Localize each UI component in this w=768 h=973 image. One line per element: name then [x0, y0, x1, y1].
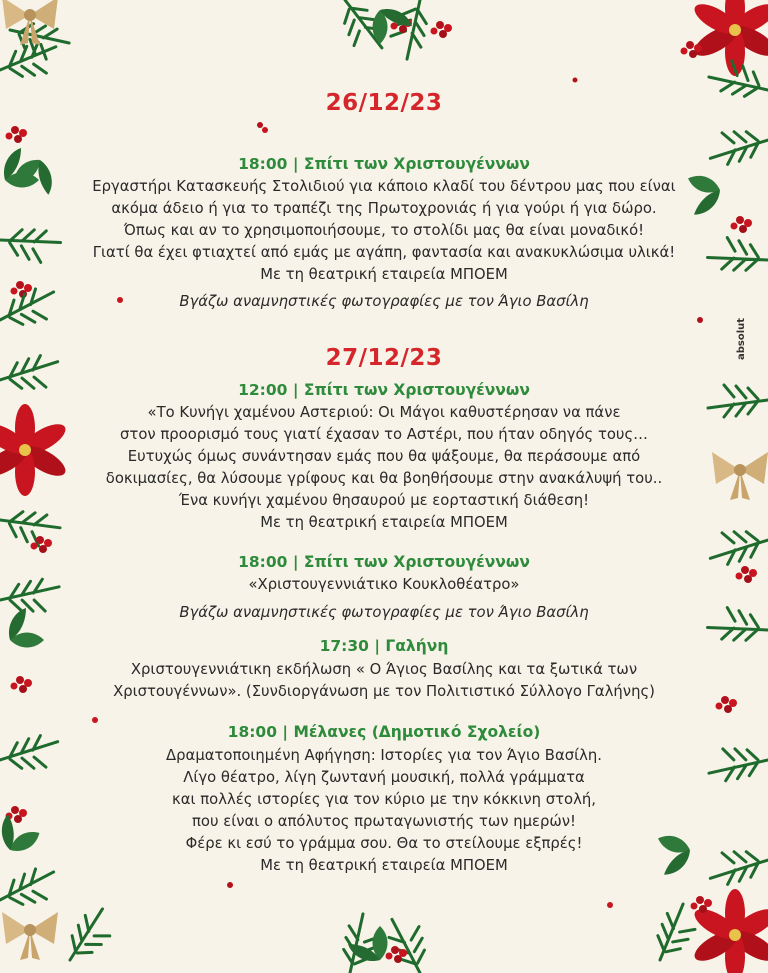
event-text-line: Ευτυχώς όμως συνάντησαν εμάς που θα ψάξουμε, θα περάσουμε από — [127, 448, 641, 465]
event-text-line: Εργαστήρι Κατασκευής Στολιδιού για κάποιο κλαδί του δέντρου μας που είναι — [92, 178, 676, 195]
event-text-line: που είναι ο απόλυτος πρωταγωνιστής των ημερών! — [192, 813, 576, 830]
event-text-line: Λίγο θέατρο, λίγη ζωντανή μουσική, πολλά γράμματα — [183, 769, 585, 786]
event-header: 18:00 | Μέλανες (Δημοτικό Σχολείο) — [227, 723, 541, 741]
event-text-line: Φέρε κι εσύ το γράμμα σου. Θα το στείλουμε εξπρές! — [185, 835, 583, 852]
event-text-line: Όπως και αν το χρησιμοποιήσουμε, το στολίδι μας θα είναι μοναδικό! — [123, 222, 645, 239]
event-header: 17:30 | Γαλήνη — [319, 637, 449, 655]
event-header: 12:00 | Σπίτι των Χριστουγέννων — [238, 381, 530, 399]
event-text-line: Χριστουγεννιάτικη εκδήλωση « Ο Άγιος Βασίλης και τα ξωτικά των — [130, 661, 638, 678]
event-text-line: Με τη θεατρική εταιρεία ΜΠΟΕΜ — [260, 514, 508, 531]
event-text-line: και πολλές ιστορίες για τον κύριο με την κόκκινη στολή, — [172, 791, 596, 808]
date-heading: 27/12/23 — [325, 345, 443, 371]
event-header: 18:00 | Σπίτι των Χριστουγέννων — [238, 155, 530, 173]
event-text-line: Γιατί θα έχει φτιαχτεί από εμάς με αγάπη, φαντασία και ανακυκλώσιμα υλικά! — [92, 244, 676, 261]
event-text-line: Δραματοποιημένη Αφήγηση: Ιστορίες για τον Άγιο Βασίλη. — [166, 747, 602, 764]
brand-watermark: absolut — [736, 317, 747, 360]
event-text-line: «Χριστουγεννιάτικο Κουκλοθέατρο» — [248, 576, 520, 593]
event-text-line: Με τη θεατρική εταιρεία ΜΠΟΕΜ — [260, 266, 508, 283]
event-text-line: στον προορισμό τους γιατί έχασαν το Αστέρι, που ήταν οδηγός τους… — [120, 426, 648, 443]
event-text-line: Με τη θεατρική εταιρεία ΜΠΟΕΜ — [260, 857, 508, 874]
event-note: Βγάζω αναμνηστικές φωτογραφίες με τον Άγιο Βασίλη — [179, 293, 589, 310]
event-text-line: Χριστουγέννων». (Συνδιοργάνωση με τον Πολιτιστικό Σύλλογο Γαλήνης) — [113, 683, 655, 700]
event-text-line: «Το Κυνήγι χαμένου Αστεριού: Οι Μάγοι καθυστέρησαν να πάνε — [147, 404, 621, 421]
event-note: Βγάζω αναμνηστικές φωτογραφίες με τον Άγιο Βασίλη — [179, 604, 589, 621]
date-heading: 26/12/23 — [325, 90, 443, 116]
event-text-line: Ένα κυνήγι χαμένου θησαυρού με εορταστική διάθεση! — [178, 492, 590, 509]
event-text-line: ακόμα άδειο ή για το τραπέζι της Πρωτοχρονιάς ή για γούρι ή για δώρο. — [111, 200, 657, 217]
event-text-line: δοκιμασίες, θα λύσουμε γρίφους και θα βοηθήσουμε στην ανακάλυψή του.. — [105, 470, 663, 487]
event-header: 18:00 | Σπίτι των Χριστουγέννων — [238, 553, 530, 571]
